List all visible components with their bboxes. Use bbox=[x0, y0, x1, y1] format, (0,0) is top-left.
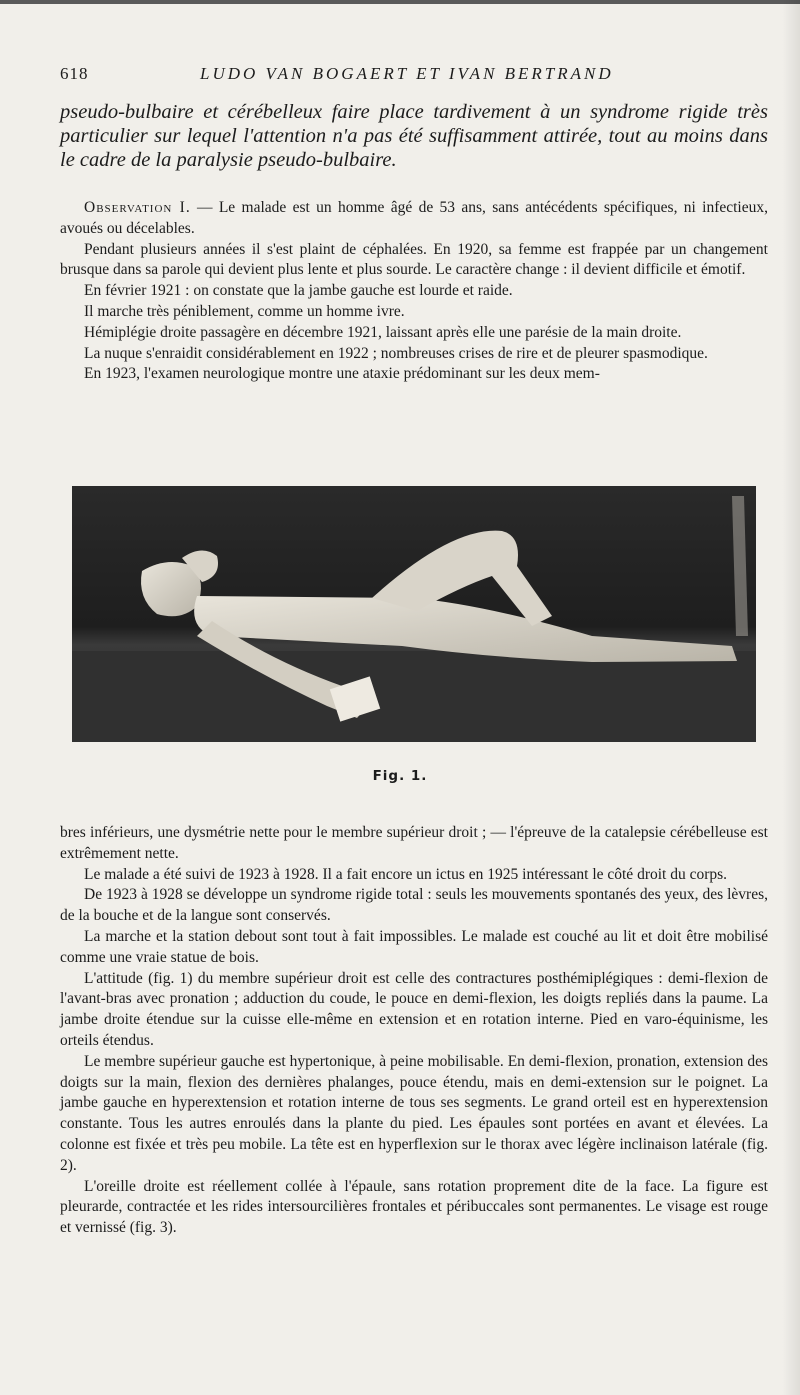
body-text-top bbox=[60, 198, 768, 385]
body-paragraph: Le membre supérieur gauche est hypertonique, à peine mobilisable. En demi-flexion, pronation, extension des doigts sur la main, flexion des dernières phalanges, pouce étendu, mais en demi-extension sur le poignet. La jambe gauche en hyperextension et rotation interne de tous ses segments. Le grand orteil est en hyperextension constante. Tous les autres enroulés dans la plante du pied. Les épaules sont portées en avant et élevées. La colonne est fixée et très peu mobile. La tête est en hyperflexion sur le thorax avec légère inclinaison latérale (fig. 2). bbox=[60, 1052, 768, 1174]
continuation-paragraph: bres inférieurs, une dysmétrie nette pour le membre supérieur droit ; — l'épreuve de la catalepsie cérébelleuse est extrêmement nette. bbox=[60, 824, 768, 862]
scan-edge-shadow bbox=[782, 0, 800, 1395]
page-number: 618 bbox=[60, 64, 89, 83]
page-header bbox=[60, 64, 760, 88]
scan-top-rule bbox=[0, 0, 800, 4]
figure-caption: Fig. 1. bbox=[372, 768, 428, 784]
patient-photo-illustration bbox=[72, 486, 756, 742]
body-paragraph: Le malade a été suivi de 1923 à 1928. Il a fait encore un ictus en 1925 intéressant le côté droit du corps. bbox=[84, 865, 728, 883]
intro-paragraph: pseudo-bulbaire et cérébelleux faire place tardivement à un syndrome rigide très particulier sur lequel l'attention n'a pas été suffisamment attirée, tout au moins dans le cadre de la paralysie pseudo-bulbaire. bbox=[60, 101, 768, 171]
body-paragraph: Pendant plusieurs années il s'est plaint de céphalées. En 1920, sa femme est frappée par un changement brusque dans sa parole qui devient plus lente et plus sourde. Le caractère change : il devient difficile et émotif. bbox=[60, 240, 768, 279]
figure-1-photograph bbox=[72, 486, 756, 742]
observation-text: — Le malade est un homme âgé de 53 ans, sans antécédents spécifiques, ni infectieux, avoués ou décelables. bbox=[60, 199, 768, 237]
running-head: LUDO VAN BOGAERT ET IVAN BERTRAND bbox=[200, 64, 614, 83]
body-text-bottom bbox=[60, 823, 768, 1239]
body-paragraph: Hémiplégie droite passagère en décembre 1921, laissant après elle une parésie de la main droite. bbox=[84, 323, 682, 341]
body-paragraph: La nuque s'enraidit considérablement en 1922 ; nombreuses crises de rire et de pleurer spasmodique. bbox=[84, 344, 708, 362]
body-paragraph: De 1923 à 1928 se développe un syndrome rigide total : seuls les mouvements spontanés des yeux, des lèvres, de la bouche et de la langue sont conservés. bbox=[60, 886, 768, 925]
body-paragraph: La marche et la station debout sont tout à fait impossibles. Le malade est couché au lit et doit être mobilisé comme une vraie statue de bois. bbox=[60, 927, 768, 966]
body-paragraph: Il marche très péniblement, comme un homme ivre. bbox=[84, 302, 405, 320]
body-paragraph: L'attitude (fig. 1) du membre supérieur droit est celle des contractures posthémiplégiques : demi-flexion de l'avant-bras avec pronation ; adduction du coude, le pouce en demi-flexion, les doigts repliés dans la paume. La jambe droite étendue sur la cuisse elle-même en extension et en rotation interne. Pied en varo-équinisme, les orteils étendus. bbox=[60, 969, 768, 1049]
observation-paragraph bbox=[60, 198, 768, 240]
body-paragraph: En février 1921 : on constate que la jambe gauche est lourde et raide. bbox=[84, 282, 513, 300]
body-paragraph: En 1923, l'examen neurologique montre une ataxie prédominant sur les deux mem- bbox=[84, 365, 600, 383]
observation-label: Observation I. bbox=[84, 199, 191, 216]
body-paragraph: L'oreille droite est réellement collée à l'épaule, sans rotation proprement dite de la face. La figure est pleurarde, contractée et les rides intersourcilières frontales et péribuccales sont permanentes. Le visage est rouge et vernissé (fig. 3). bbox=[60, 1177, 768, 1237]
